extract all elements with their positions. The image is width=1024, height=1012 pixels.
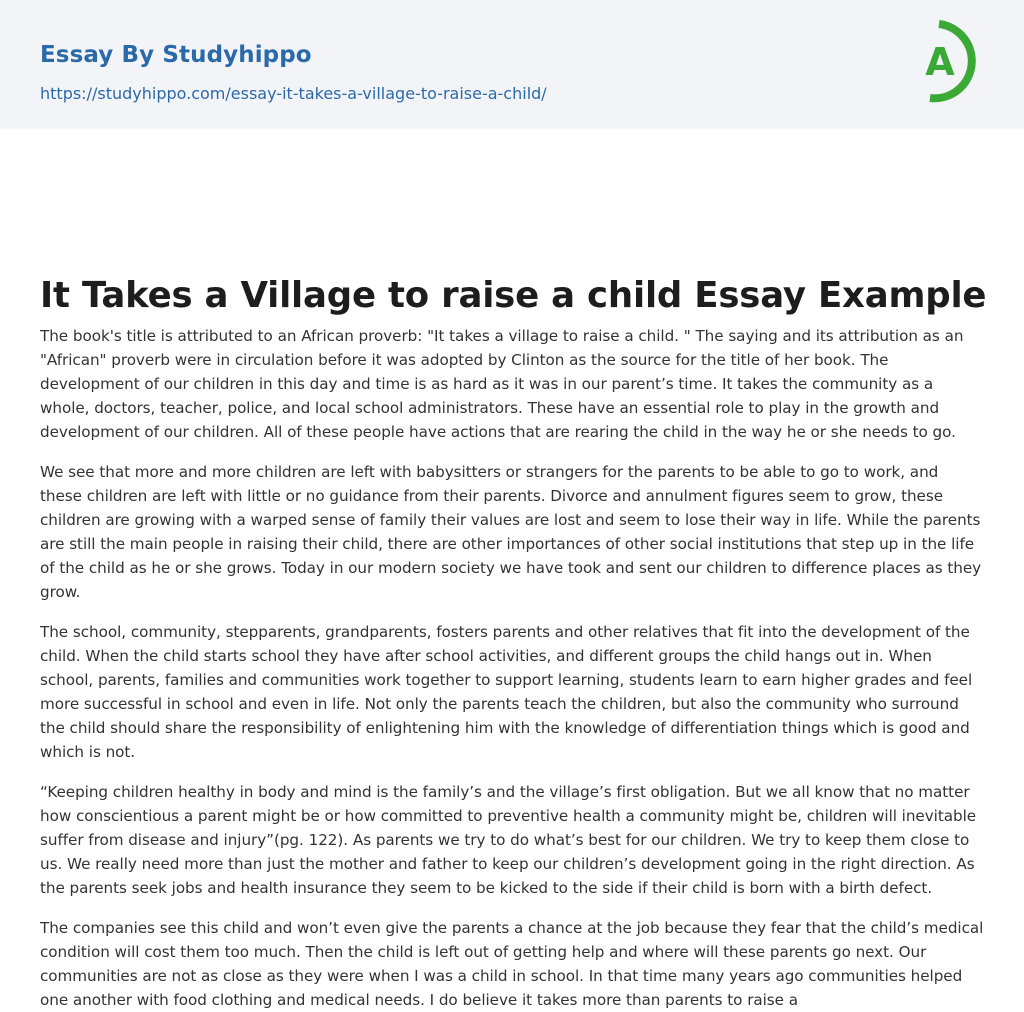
essay-paragraph: The companies see this child and won’t even give the parents a chance at the job because they fear that the child’s medical condition will cost them too much. Then the child is left out of getting help and where will these parents go next. Our communities are not as close as they were when I was a child in school. In that time many years ago communities helped one another with food clothing and medical needs. I do believe it takes more than parents to raise a	[40, 919, 984, 1009]
essay-paragraph: The school, community, stepparents, grandparents, fosters parents and other relatives that fit into the development of the child. When the child starts school they have after school activities, and different groups the child hangs out in. When school, parents, families and communities work together to support learning, students learn to earn higher grades and feel more successful in school and even in life. Not only the parents teach the children, but also the community who surround the child should share the responsibility of enlightening him with the knowledge of differentiation things which is good and which is not.	[40, 623, 973, 761]
essay-body	[40, 324, 984, 1012]
article	[0, 129, 1024, 1012]
brand-title: Essay By Studyhippo	[40, 42, 312, 68]
studyhippo-a-logo-icon[interactable]	[908, 18, 988, 106]
site-header	[0, 0, 1024, 129]
essay-paragraph: The book's title is attributed to an African proverb: "It takes a village to raise a child. " The saying and its attribution as an "African" proverb were in circulation before it was adopted by Clinton as the source for the title of her book. The development of our children in this day and time is as hard as it was in our parent’s time. It takes the community as a whole, doctors, teacher, police, and local school administrators. These have an essential role to play in the growth and development of our children. All of these people have actions that are rearing the child in the way he or she needs to go.	[40, 327, 964, 441]
essay-paragraph: “Keeping children healthy in body and mind is the family’s and the village’s first obligation. But we all know that no matter how conscientious a parent might be or how committed to preventive health a community might be, children will inevitable suffer from disease and injury”(pg. 122). As parents we try to do what’s best for our children. We try to keep them close to us. We really need more than just the mother and father to keep our children’s development going in the right direction. As the parents seek jobs and health insurance they seem to be kicked to the side if their child is born with a birth defect.	[40, 783, 977, 897]
page-title: It Takes a Village to raise a child Essay Example	[40, 275, 987, 316]
source-url-link[interactable]: https://studyhippo.com/essay-it-takes-a-village-to-raise-a-child/	[40, 84, 547, 103]
essay-paragraph: We see that more and more children are left with babysitters or strangers for the parents to be able to go to work, and these children are left with little or no guidance from their parents. Divorce and annulment figures seem to grow, these children are growing with a warped sense of family their values are lost and seem to lose their way in life. While the parents are still the main people in raising their child, there are other importances of other social institutions that step up in the life of the child as he or she grows. Today in our modern society we have took and sent our children to difference places as they grow.	[40, 463, 982, 601]
logo-letter: A	[925, 40, 955, 84]
